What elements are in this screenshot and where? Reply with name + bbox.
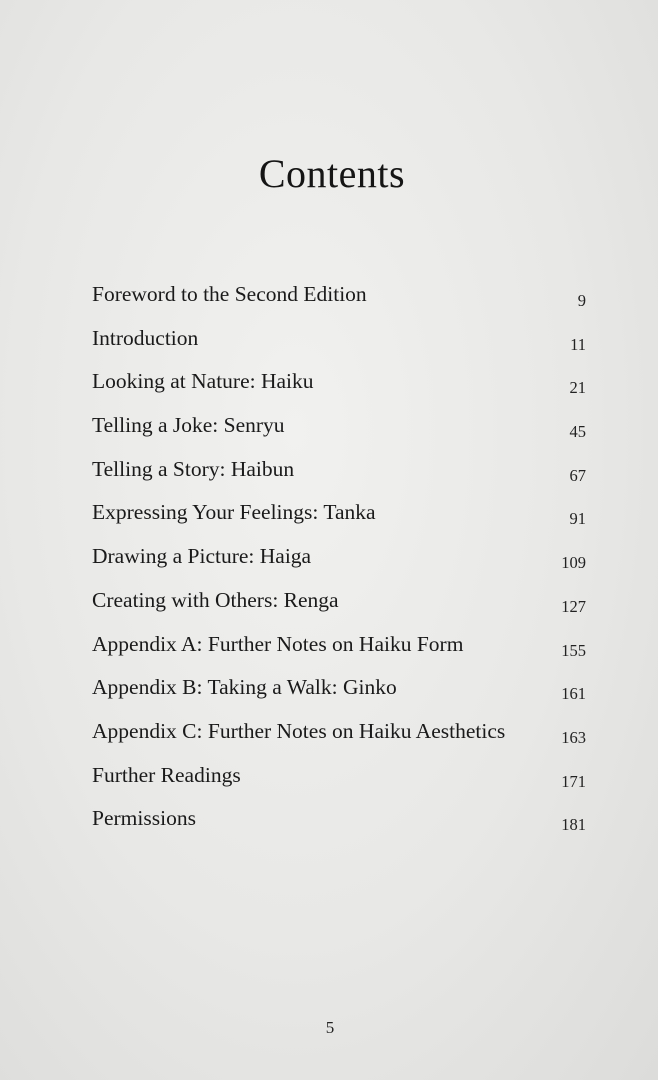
toc-entry-title: Telling a Joke: Senryu (92, 413, 285, 438)
toc-entry-title: Expressing Your Feelings: Tanka (92, 500, 376, 525)
toc-entry-title: Telling a Story: Haibun (92, 456, 295, 481)
toc-entry (92, 363, 586, 407)
toc-entry-page: 9 (577, 291, 586, 310)
toc-entry-page: 109 (561, 553, 586, 573)
toc-entry (92, 276, 586, 320)
page-title: Contents (258, 151, 406, 196)
toc-entry (92, 582, 586, 626)
toc-entry (92, 669, 586, 713)
toc-entry (92, 713, 586, 757)
toc-entry (92, 626, 586, 670)
toc-entry (92, 757, 586, 801)
toc-entry-page: 171 (561, 771, 586, 791)
toc-entry-title: Appendix C: Further Notes on Haiku Aesthetics (92, 718, 506, 743)
toc-entry (92, 800, 586, 844)
toc-entry-title: Foreword to the Second Edition (92, 282, 367, 306)
toc-entry-title: Drawing a Picture: Haiga (92, 544, 312, 569)
toc-entry-title: Looking at Nature: Haiku (92, 369, 314, 394)
toc-entry-page: 127 (561, 596, 586, 616)
toc-entry-title: Appendix A: Further Notes on Haiku Form (92, 631, 464, 656)
toc-entry (92, 320, 586, 364)
toc-entry-title: Appendix B: Taking a Walk: Ginko (92, 675, 397, 700)
toc-entry-title: Permissions (92, 806, 196, 831)
toc-entry-page: 21 (569, 378, 586, 398)
toc-entry (92, 407, 586, 451)
toc-entry-title: Further Readings (92, 762, 241, 787)
toc-entry-page: 91 (569, 509, 586, 529)
table-of-contents (92, 276, 586, 844)
toc-entry-page: 45 (569, 422, 586, 442)
toc-entry (92, 494, 586, 538)
toc-entry-page: 181 (561, 815, 586, 835)
toc-entry-page: 163 (561, 727, 586, 747)
toc-entry-page: 161 (561, 684, 586, 704)
toc-entry-title: Introduction (92, 325, 199, 350)
toc-entry-page: 11 (570, 334, 586, 354)
toc-entry-title: Creating with Others: Renga (92, 587, 339, 612)
toc-entry (92, 538, 586, 582)
toc-entry-page: 155 (561, 640, 586, 660)
toc-entry (92, 451, 586, 495)
page-number: 5 (325, 1018, 335, 1037)
toc-entry-page: 67 (569, 465, 586, 485)
